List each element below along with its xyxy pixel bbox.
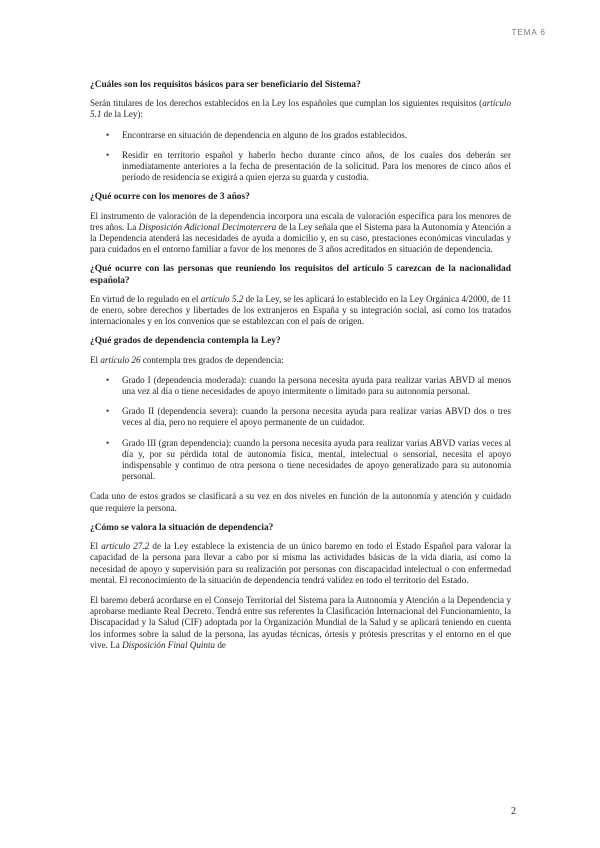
text: de la Ley señala que el Sistema para la Autonomía y Atención a la Dependencia atenderá las necesidades de ayuda a domicilio y, en su caso, prestaciones económicas vinculadas y para cuidados en el entorno familiar a favor de los menores de 3 años acreditados en situación de dependencia. xyxy=(90,221,511,255)
article-reference: artículo 27.2 xyxy=(101,541,150,552)
paragraph xyxy=(90,595,511,651)
text: de la Ley): xyxy=(101,109,144,120)
paragraph xyxy=(90,541,511,586)
section-valoracion xyxy=(90,523,511,651)
text: contempla tres grados de dependencia: xyxy=(140,354,284,365)
list-item: • Grado I (dependencia moderada): cuando la persona necesita ayuda para realizar varias ABVD al menos una vez al día o tiene necesidades de apoyo intermitente o limitado para su autonomía personal. xyxy=(122,375,511,397)
paragraph xyxy=(90,355,511,366)
paragraph xyxy=(90,211,511,256)
section-grados xyxy=(90,336,511,513)
section-heading: ¿Qué ocurre con las personas que reuniendo los requisitos del artículo 5 carezcan de la nacionalidad española? xyxy=(90,264,511,286)
running-header: TEMA 6 xyxy=(511,28,546,37)
list-item: • Grado II (dependencia severa): cuando la persona necesita ayuda para realizar varias ABVD dos o tres veces al día, pero no requiere el apoyo permanente de un cuidador. xyxy=(122,406,511,428)
article-reference: Disposición Adicional Decimotercera xyxy=(138,221,277,232)
section-requisitos xyxy=(90,80,511,183)
bullet-list xyxy=(90,130,511,184)
list-item: • Grado III (gran dependencia): cuando la persona necesita ayuda para realizar varias ABVD varias veces al día y, por su pérdida total de autonomía física, mental, intelectual o sensorial, necesita el apoyo indispensable y continuo de otra persona o tiene necesidades de apoyo generalizado para su autonomía personal. xyxy=(122,438,511,483)
list-item: • Residir en territorio español y haberlo hecho durante cinco años, de los cuales dos deberán ser inmediatamente anteriores a la fecha de presentación de la solicitud. Para los menores de cinco años el período de residencia se exigirá a quien ejerza su guarda y custodia. xyxy=(122,150,511,184)
article-reference: artículo 5.1 xyxy=(90,98,511,120)
section-heading: ¿Cómo se valora la situación de dependencia? xyxy=(90,522,274,533)
text: de la Ley establece la existencia de un único baremo en todo el Estado Español para valorar la capacidad de la persona para llevar a cabo por sí misma las actividades básicas de la vida diaria, así como la necesidad de apoyo y supervisión para su realización por personas con discapacidad intelectual o con enfermedad mental. El reconocimiento de la situación de dependencia tendrá validez en todo el territorio del Estado. xyxy=(90,541,511,585)
section-heading: ¿Cuáles son los requisitos básicos para ser beneficiario del Sistema? xyxy=(90,80,361,90)
section-extranjeros xyxy=(90,264,511,327)
article-reference: artículo 5.2 xyxy=(200,293,244,304)
text: El xyxy=(90,354,101,365)
paragraph xyxy=(90,294,511,328)
text: Serán titulares de los derechos establecidos en la Ley los españoles que cumplan los siguientes requisitos ( xyxy=(90,98,483,109)
section-heading: ¿Qué grados de dependencia contempla la Ley? xyxy=(90,336,281,347)
page-content xyxy=(90,80,511,660)
article-reference: artículo 26 xyxy=(100,354,141,365)
bullet-list xyxy=(90,375,511,483)
text: El xyxy=(90,541,102,552)
text: En virtud de lo regulado en el xyxy=(90,293,201,304)
section-menores xyxy=(90,192,511,255)
text: de la Ley, se les aplicará lo establecido en la Ley Orgánica 4/2000, de 11 de enero, sobre derechos y libertades de los extranjeros en España y su integración social, así como los tratados internacionales y en los convenios que se establezcan con el país de origen. xyxy=(90,293,511,327)
page-number: 2 xyxy=(511,806,516,817)
paragraph xyxy=(90,98,511,120)
text: de xyxy=(215,639,226,650)
text: El instrumento de valoración de la dependencia incorpora una escala de valoración específica para los menores de tres años. La xyxy=(90,210,511,232)
article-reference: Disposición Final Quinta xyxy=(122,639,216,650)
paragraph: Cada uno de estos grados se clasificará a su vez en dos niveles en función de la autonomía y atención y cuidado que requiere la persona. xyxy=(90,491,511,513)
section-heading: ¿Qué ocurre con los menores de 3 años? xyxy=(90,192,250,203)
text: El baremo deberá acordarse en el Consejo Territorial del Sistema para la Autonomía y Atención a la Dependencia y aprobarse mediante Real Decreto. Tendrá entre sus referentes la Clasificación Internacional del Funcionamiento, la Discapacidad y la Salud (CIF) adoptada por la Organización Mundial de la Salud y se aplicará teniendo en cuenta los informes sobre la salud de la persona, las ayudas técnicas, órtesis y prótesis prescritas y el entorno en el que vive. La xyxy=(90,594,511,650)
list-item: • Encontrarse en situación de dependencia en alguno de los grados establecidos. xyxy=(122,130,511,141)
